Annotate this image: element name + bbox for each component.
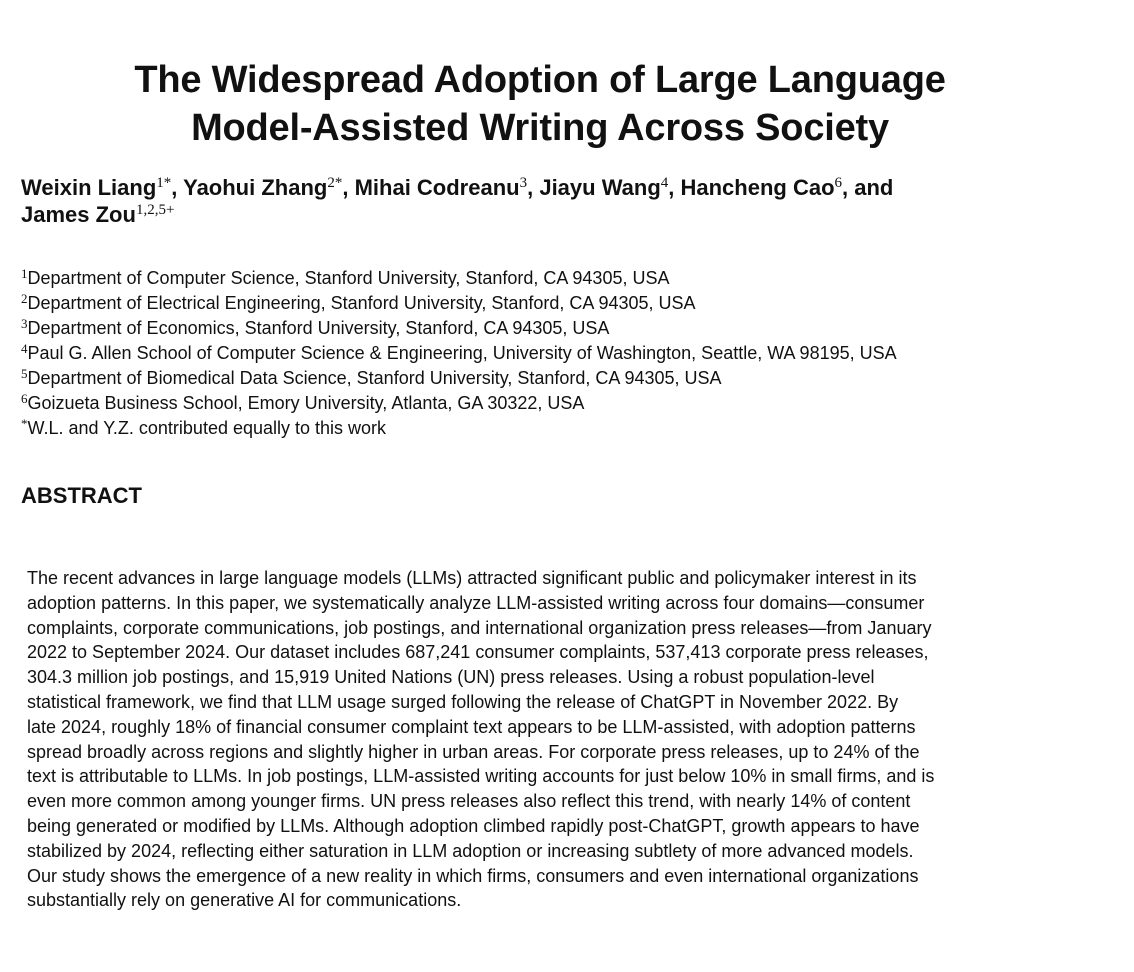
paper-title bbox=[20, 56, 1060, 152]
affiliation-item bbox=[21, 291, 1121, 316]
author-affil-mark: 4 bbox=[660, 175, 669, 191]
author-name: Mihai Codreanu bbox=[354, 175, 520, 200]
abstract-line: complaints, corporate communications, job postings, and international organization press releases—from January bbox=[27, 617, 932, 638]
affiliation-mark: 1 bbox=[21, 266, 28, 281]
affiliation-mark: * bbox=[21, 416, 28, 431]
author-name: Jiayu Wang bbox=[539, 175, 661, 200]
abstract-line: stabilized by 2024, reflecting either saturation in LLM adoption or increasing subtlety of more advanced models. bbox=[27, 840, 914, 861]
affiliation-item bbox=[21, 316, 1121, 341]
abstract-line: 2022 to September 2024. Our dataset includes 687,241 consumer complaints, 537,413 corporate press releases, bbox=[27, 642, 929, 663]
author-separator: , bbox=[527, 175, 540, 200]
abstract-line: being generated or modified by LLMs. Although adoption climbed rapidly post-ChatGPT, growth appears to have bbox=[27, 815, 920, 836]
affiliation-item bbox=[21, 341, 1121, 366]
abstract-line: statistical framework, we find that LLM usage surged following the release of ChatGPT in November 2022. By bbox=[27, 691, 899, 712]
abstract-line: substantially rely on generative AI for communications. bbox=[27, 890, 462, 911]
author-separator: , bbox=[342, 175, 355, 200]
affiliation-list bbox=[21, 266, 1121, 441]
abstract-line: 304.3 million job postings, and 15,919 United Nations (UN) press releases. Using a robust population-level bbox=[27, 667, 875, 688]
affiliation-mark: 4 bbox=[21, 341, 28, 356]
author-name: Hancheng Cao bbox=[680, 175, 835, 200]
affiliation-item bbox=[21, 366, 1121, 391]
affiliation-text: Department of Economics, Stanford University, Stanford, CA 94305, USA bbox=[27, 318, 610, 338]
abstract-line: even more common among younger firms. UN press releases also reflect this trend, with nearly 14% of content bbox=[27, 791, 911, 812]
abstract-line: Our study shows the emergence of a new reality in which firms, consumers and even international organizations bbox=[27, 865, 919, 886]
abstract-line: late 2024, roughly 18% of financial consumer complaint text appears to be LLM-assisted, with adoption patterns bbox=[27, 716, 916, 737]
author-name: Yaohui Zhang bbox=[183, 175, 328, 200]
affiliation-item bbox=[21, 391, 1121, 416]
equal-contribution-note bbox=[21, 416, 1121, 441]
affiliation-text: W.L. and Y.Z. contributed equally to this work bbox=[27, 418, 387, 438]
author-separator: , bbox=[171, 175, 184, 200]
affiliation-text: Goizueta Business School, Emory University, Atlanta, GA 30322, USA bbox=[27, 393, 585, 413]
affiliation-text: Paul G. Allen School of Computer Science & Engineering, University of Washington, Seattle, WA 98195, USA bbox=[27, 343, 897, 363]
affiliation-mark: 2 bbox=[21, 291, 28, 306]
author-separator: , bbox=[668, 175, 681, 200]
affiliation-item bbox=[21, 266, 1121, 291]
affiliation-mark: 3 bbox=[21, 316, 28, 331]
author-list bbox=[21, 174, 1111, 228]
author-affil-mark: 1* bbox=[156, 175, 172, 191]
abstract-heading: ABSTRACT bbox=[21, 483, 142, 508]
author-name: Weixin Liang bbox=[21, 175, 157, 200]
affiliation-mark: 6 bbox=[21, 391, 28, 406]
affiliation-text: Department of Electrical Engineering, Stanford University, Stanford, CA 94305, USA bbox=[27, 293, 696, 313]
abstract-line: The recent advances in large language models (LLMs) attracted significant public and policymaker interest in its bbox=[27, 568, 917, 588]
affiliation-mark: 5 bbox=[21, 366, 28, 381]
abstract-line: text is attributable to LLMs. In job postings, LLM-assisted writing accounts for just below 10% in small firms, and is bbox=[27, 766, 935, 787]
author-affil-mark: 1,2,5+ bbox=[135, 202, 175, 218]
author-affil-mark: 2* bbox=[327, 175, 343, 191]
author-affil-mark: 6 bbox=[834, 175, 843, 191]
author-name: James Zou bbox=[21, 202, 136, 227]
affiliation-text: Department of Biomedical Data Science, Stanford University, Stanford, CA 94305, USA bbox=[27, 368, 722, 388]
title-line-2: Model-Assisted Writing Across Society bbox=[191, 107, 889, 149]
abstract-line: spread broadly across regions and slightly higher in urban areas. For corporate press releases, up to 24% of the bbox=[27, 741, 920, 762]
affiliation-text: Department of Computer Science, Stanford University, Stanford, CA 94305, USA bbox=[27, 268, 670, 288]
abstract-body bbox=[27, 566, 1067, 913]
abstract-line: adoption patterns. In this paper, we systematically analyze LLM-assisted writing across four domains—consumer bbox=[27, 592, 925, 613]
author-separator: , and bbox=[842, 175, 894, 200]
author-affil-mark: 3 bbox=[519, 175, 528, 191]
title-line-1: The Widespread Adoption of Large Language bbox=[134, 59, 946, 101]
